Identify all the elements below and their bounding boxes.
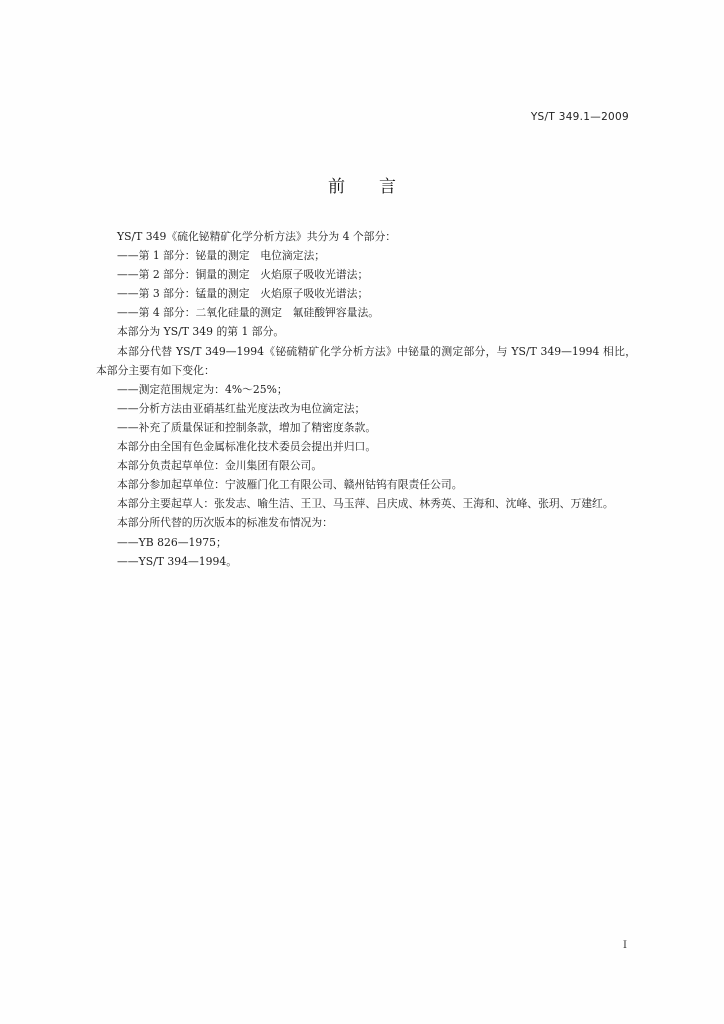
list-item-part-4: ——第 4 部分：二氧化硅量的测定 氟硅酸钾容量法。	[117, 306, 380, 320]
foreword-body	[96, 227, 636, 571]
paragraph-intro: YS/T 349《硫化铋精矿化学分析方法》共分为 4 个部分：	[117, 230, 397, 243]
list-item-part-3: ——第 3 部分：锰量的测定 火焰原子吸收光谱法；	[117, 287, 369, 301]
page-number: I	[623, 940, 627, 951]
standard-code: YS/T 349.1—2009	[530, 111, 629, 123]
list-item-edition-2: ——YS/T 394—1994。	[117, 554, 238, 568]
list-item-part-1: ——第 1 部分：铋量的测定 电位滴定法；	[117, 249, 326, 263]
paragraph-previous-editions: 本部分所代替的历次版本的标准发布情况为：	[117, 516, 333, 530]
paragraph-part-statement: 本部分为 YS/T 349 的第 1 部分。	[117, 325, 285, 339]
paragraph-main-drafters: 本部分主要起草人：张发志、喻生洁、王卫、马玉萍、吕庆成、林秀英、王海和、沈峰、张玥、万建红。	[117, 497, 614, 511]
paragraph-replacement: 本部分代替 YS/T 349—1994《铋硫精矿化学分析方法》中铋量的测定部分，与 YS/T 349—1994 相比，本部分主要有如下变化：	[96, 344, 636, 377]
list-item-edition-1: ——YB 826—1975；	[117, 535, 227, 549]
list-item-change-1: ——测定范围规定为：4%～25%；	[117, 382, 288, 396]
list-item-change-2: ——分析方法由亚硝基红盐光度法改为电位滴定法；	[117, 401, 366, 415]
paragraph-proposer: 本部分由全国有色金属标准化技术委员会提出并归口。	[117, 440, 377, 454]
list-item-change-3: ——补充了质量保证和控制条款，增加了精密度条款。	[117, 420, 377, 434]
list-item-part-2: ——第 2 部分：铜量的测定 火焰原子吸收光谱法；	[117, 268, 369, 282]
paragraph-participating-drafters: 本部分参加起草单位：宁波雁门化工有限公司、赣州钴钨有限责任公司。	[117, 478, 463, 492]
paragraph-responsible-drafter: 本部分负责起草单位：金川集团有限公司。	[117, 459, 323, 473]
page-title: 前言	[328, 177, 430, 197]
